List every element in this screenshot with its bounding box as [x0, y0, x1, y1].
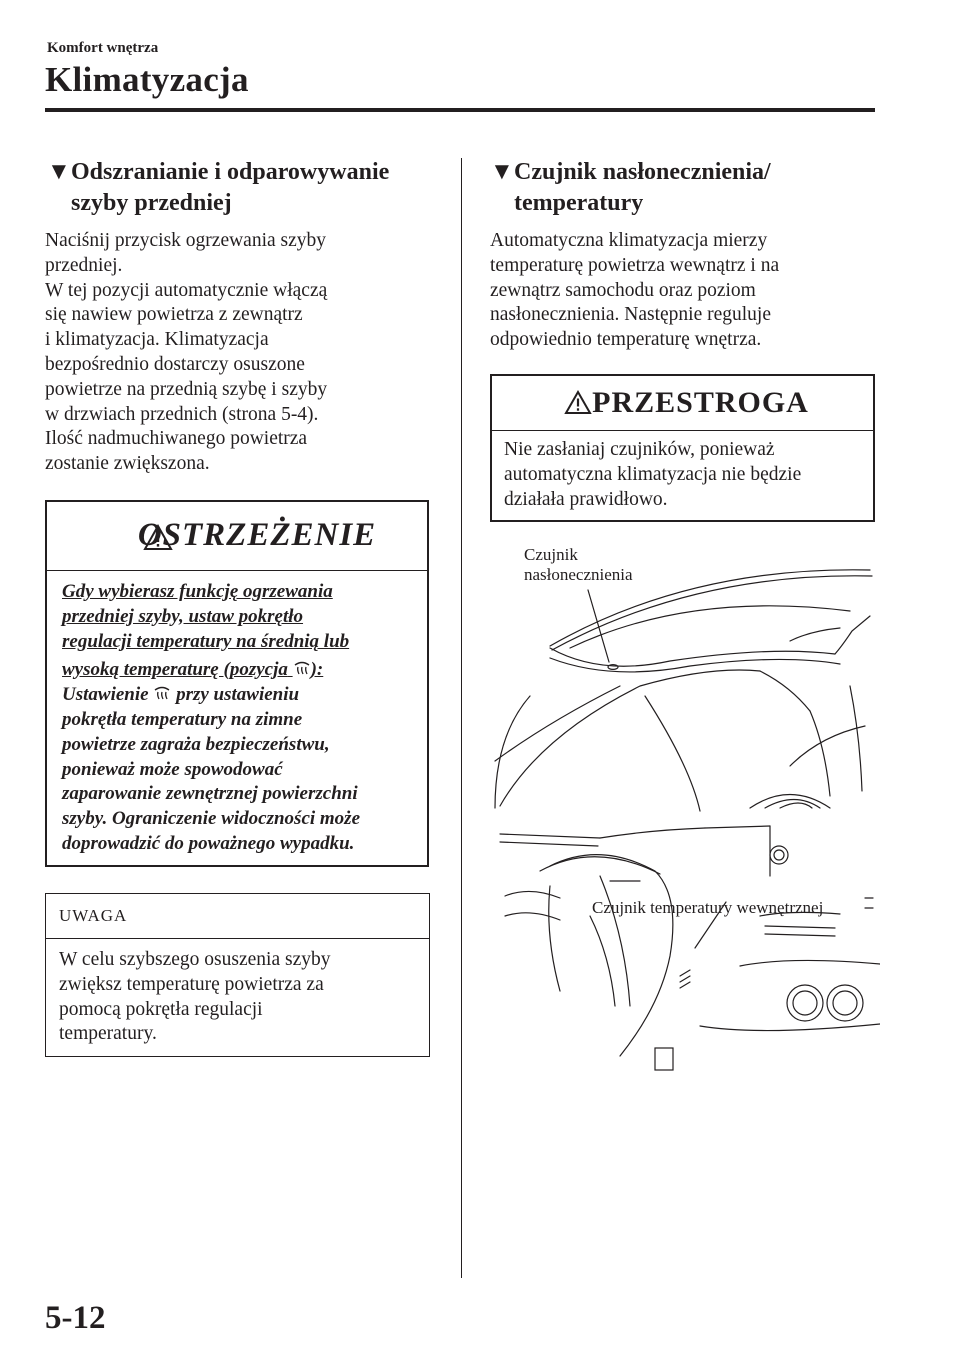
note-line: zwiększ temperaturę powietrza za [59, 973, 324, 995]
warning-header [47, 502, 427, 571]
warning-line: zaparowanie zewnętrznej powierzchni [62, 783, 358, 805]
body-line: zostanie zwiększona. [45, 453, 210, 475]
right-section-heading [490, 157, 890, 219]
note-title: UWAGA [59, 906, 128, 925]
body-line: przedniej. [45, 254, 123, 276]
body-line: W tej pozycji automatycznie włączą [45, 279, 328, 301]
defroster-icon [153, 685, 171, 701]
warning-line: doprowadzić do poważnego wypadku. [62, 832, 355, 854]
warning-title: OSTRZEŻENIE [137, 517, 377, 553]
warning-line: pokrętła temperatury na zimne [62, 708, 303, 730]
label-sun-sensor-line2: nasłonecznienia [524, 565, 633, 584]
body-line: i klimatyzacja. Klimatyzacja [45, 329, 269, 351]
warning-line: regulacji temperatury na średnią lub [62, 630, 350, 652]
body-line: Automatyczna klimatyzacja mierzy [490, 230, 768, 251]
dashboard-drawing [500, 826, 880, 1070]
left-heading-line2: szyby przedniej [71, 190, 232, 216]
warning-box [45, 500, 429, 867]
body-line: Naciśnij przycisk ogrzewania szyby [45, 230, 327, 251]
caution-line: działała prawidłowo. [504, 488, 668, 510]
warning-line: Gdy wybierasz funkcję ogrzewania [62, 581, 333, 602]
body-line: zewnątrz samochodu oraz poziom [490, 279, 756, 301]
note-divider [46, 938, 429, 939]
body-line: powietrze na przednią szybę i szyby [45, 378, 328, 400]
warning-line: powietrze zagraża bezpieczeństwu, [62, 733, 330, 755]
body-line: temperaturę powietrza wewnątrz i na [490, 254, 780, 276]
body-line: w drzwiach przednich (strona 5-4). [45, 403, 319, 425]
left-heading-line1: Odszranianie i odparowywanie [71, 159, 390, 185]
body-line: odpowiednio temperaturę wnętrza. [490, 329, 762, 351]
header-rule [45, 108, 875, 112]
body-line: bezpośrednio dostarczy osuszone [45, 353, 305, 375]
note-box [45, 893, 430, 1057]
right-heading-line2: temperatury [514, 190, 644, 216]
sensor-location-illustration [490, 536, 880, 1096]
right-body-text [490, 229, 890, 353]
warning-line-text: wysoką temperaturę (pozycja [62, 659, 288, 681]
caution-body [504, 438, 864, 512]
warning-line: przedniej szyby, ustaw pokrętło [62, 605, 304, 627]
page-number: 5-12 [45, 1300, 106, 1336]
caution-header [492, 376, 873, 431]
note-line: W celu szybszego osuszenia szyby [59, 949, 331, 970]
note-line: pomocą pokrętła regulacji [59, 998, 263, 1020]
body-line: nasłonecznienia. Następnie reguluje [490, 304, 772, 326]
defroster-icon [293, 660, 311, 676]
caution-title: PRZESTROGA [592, 386, 809, 419]
note-body [59, 948, 419, 1047]
label-sun-sensor-line1: Czujnik [524, 545, 578, 564]
note-line: temperatury. [59, 1023, 157, 1045]
column-divider [461, 158, 462, 1278]
caution-line: Nie zasłaniaj czujników, ponieważ [504, 439, 775, 460]
warning-line [62, 658, 422, 683]
triangle-bullet-icon: ▼ [490, 159, 514, 185]
triangle-bullet-icon: ▼ [47, 159, 71, 185]
warning-line-end: ): [310, 659, 324, 681]
right-heading-line1: Czujnik nasłonecznienia/ [514, 159, 771, 185]
warning-line: szyby. Ograniczenie widoczności może [62, 808, 361, 830]
body-line: się nawiew powietrza z zewnątrz [45, 304, 303, 326]
warning-line: ponieważ może spowodować [62, 758, 283, 780]
label-temp-sensor: Czujnik temperatury wewnętrznej [592, 898, 824, 917]
section-label: Komfort wnętrza [47, 40, 159, 56]
warning-body [62, 580, 422, 857]
windshield-drawing [495, 570, 872, 811]
left-section-heading [47, 157, 447, 219]
body-line: Ilość nadmuchiwanego powietrza [45, 428, 308, 450]
left-body-text [45, 229, 445, 477]
warning-line [62, 683, 422, 708]
caution-line: automatyczna klimatyzacja nie będzie [504, 463, 802, 485]
caution-box [490, 374, 875, 522]
warning-line-start: Ustawienie [62, 684, 149, 706]
warning-line-end: przy ustawieniu [176, 684, 300, 706]
chapter-title: Klimatyzacja [45, 60, 249, 99]
